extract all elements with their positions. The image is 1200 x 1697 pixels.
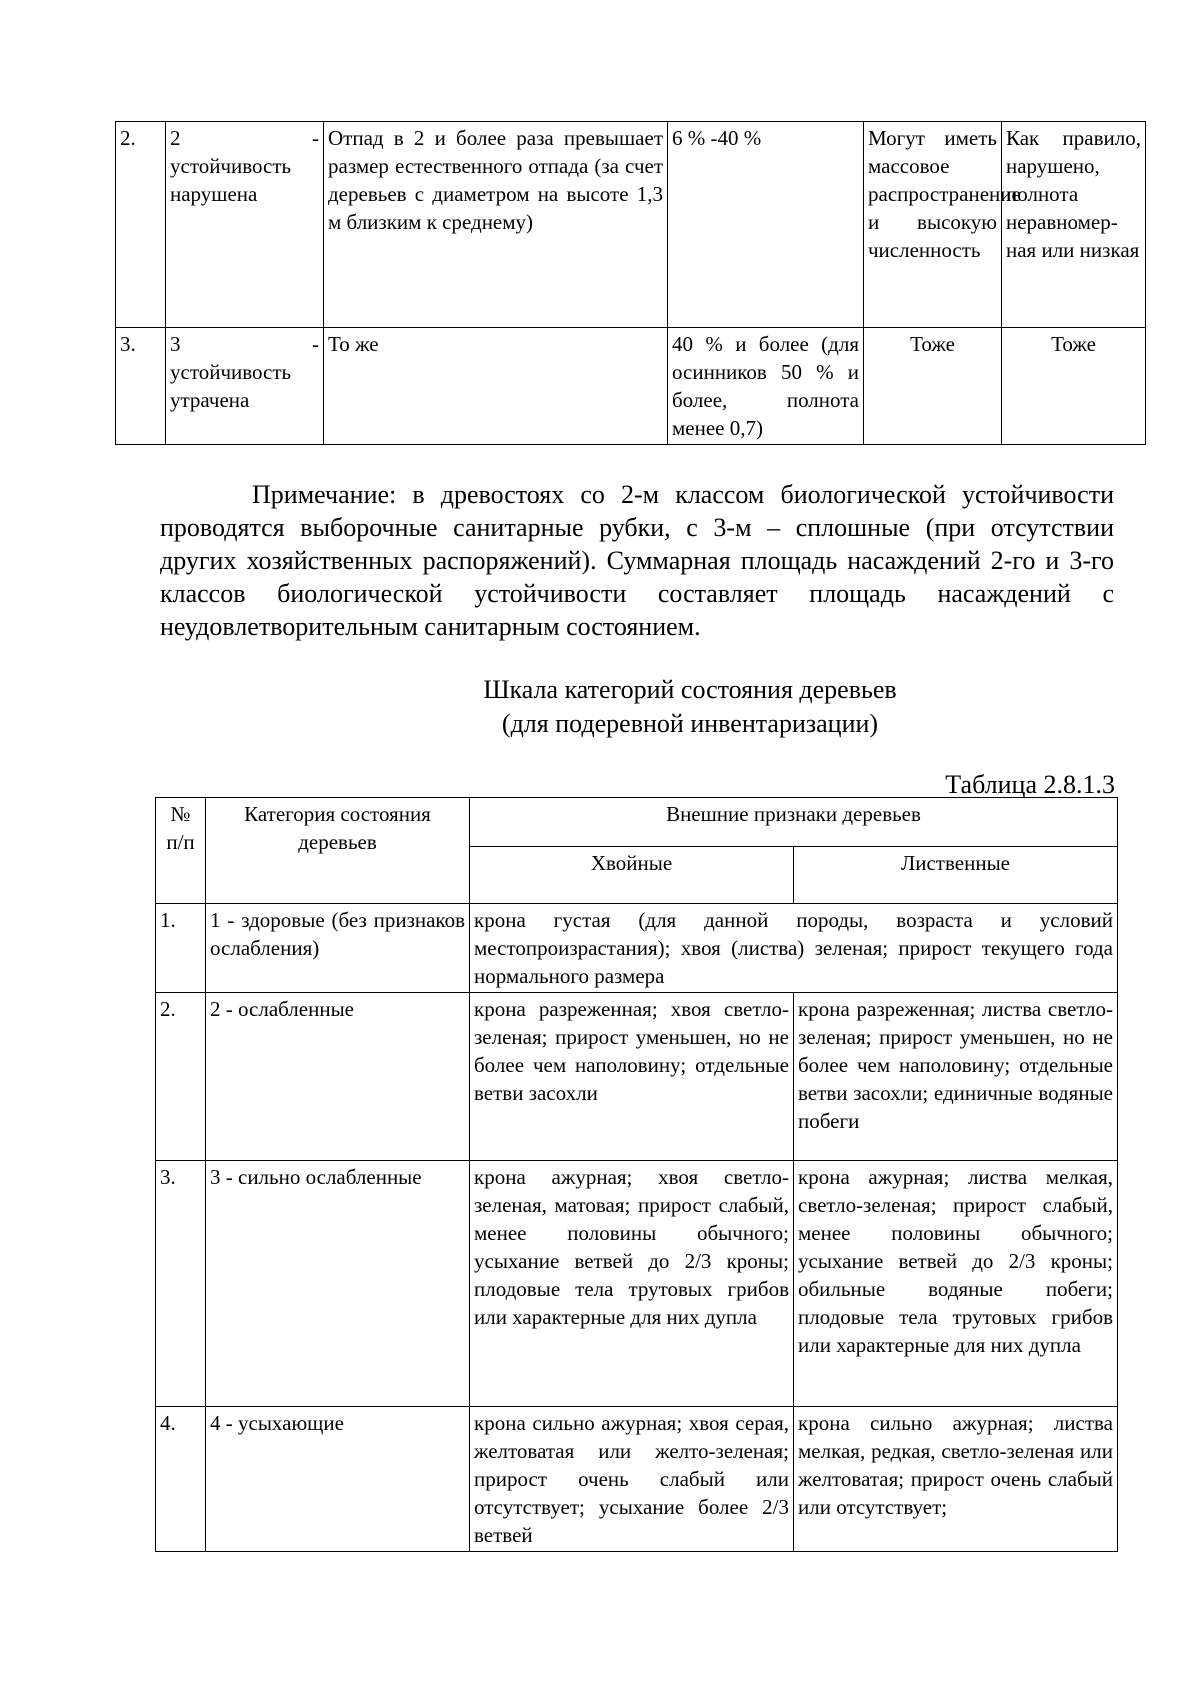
- table-row: [116, 122, 1146, 328]
- row-number: 3.: [116, 328, 166, 445]
- header-num: № п/п: [156, 798, 206, 904]
- section-title: [300, 673, 1080, 741]
- conifer-signs: крона сильно ажурная; хвоя серая, желтоватая или желто-зеленая; прирост очень слабый или отсутствует; усыхание более 2/3 ветвей: [470, 1407, 794, 1552]
- density-status: Как правило, нарушено, полнота неравномер- ная или низкая: [1002, 122, 1146, 328]
- stability-class: 3 - устойчивость утрачена: [166, 328, 324, 445]
- row-number: 2.: [156, 993, 206, 1161]
- category-cell: 1 - здоровые (без признаков ослабления): [206, 904, 470, 993]
- loss-percent: 40 % и более (для осинников 50 % и более, полнота менее 0,7): [668, 328, 864, 445]
- header-conifer: Хвойные: [470, 847, 794, 904]
- section-title-line1: Шкала категорий состояния деревьев: [483, 675, 897, 704]
- conifer-signs: крона разреженная; хвоя светло- зеленая; прирост уменьшен, но не более чем наполовину; отдельные ветви засохли: [470, 993, 794, 1161]
- density-status: Тоже: [1002, 328, 1146, 445]
- category-cell: 3 - сильно ослабленные: [206, 1161, 470, 1407]
- deciduous-signs: крона сильно ажурная; листва мелкая, редкая, светло-зеленая или желтоватая; прирост очень слабый или отсутствует;: [794, 1407, 1118, 1552]
- deciduous-signs: крона разреженная; листва светло-зеленая; прирост уменьшен, но не более чем наполовину; отдельные ветви засохли; единичные водяные побеги: [794, 993, 1118, 1161]
- tree-loss: Отпад в 2 и более раза превышает размер естественного отпада (за счет деревьев с диаметром на высоте 1,3 м близким к среднему): [324, 122, 668, 328]
- table-number: Таблица 2.8.1.3: [945, 770, 1115, 799]
- header-deciduous: Лиственные: [794, 847, 1118, 904]
- row-number: 1.: [156, 904, 206, 993]
- row-number: 2.: [116, 122, 166, 328]
- header-external: Внешние признаки деревьев: [470, 798, 1118, 847]
- loss-percent: 6 % -40 %: [668, 122, 864, 328]
- table-row: [116, 328, 1146, 445]
- table-row: [156, 904, 1118, 993]
- tree-condition-table: [155, 797, 1118, 1552]
- pests-status: Тоже: [864, 328, 1002, 445]
- row-number: 3.: [156, 1161, 206, 1407]
- row-number: 4.: [156, 1407, 206, 1552]
- header-category: Категория состояния деревьев: [206, 798, 470, 904]
- table-row: [156, 1161, 1118, 1407]
- table-row: [156, 993, 1118, 1161]
- deciduous-signs: крона ажурная; листва мелкая, светло-зеленая; прирост слабый, менее половины обычного; усыхание ветвей до 2/3 кроны; обильные водяные побеги; плодовые тела трутовых грибов или характерные для них дупла: [794, 1161, 1118, 1407]
- note-paragraph: Примечание: в древостоях со 2-м классом биологической устойчивости проводятся выборочные санитарные рубки, с 3-м – сплошные (при отсутствии других хозяйственных распоряжений). Суммарная площадь насаждений 2-го и 3-го классов биологической устойчивости составляет площадь насаждений с неудовлетворительным санитарным состоянием.: [160, 480, 1114, 641]
- stability-class: 2 - устойчивость нарушена: [166, 122, 324, 328]
- header-row: [156, 798, 1118, 847]
- section-title-line2: (для подеревной инвентаризации): [501, 709, 879, 738]
- pests-status: Могут иметь массовое распространение и высокую численность: [864, 122, 1002, 328]
- signs-merged: крона густая (для данной породы, возраста и условий местопроизрастания); хвоя (листва) зеленая; прирост текущего года нормального размера: [470, 904, 1118, 993]
- stability-table: [115, 121, 1146, 445]
- conifer-signs: крона ажурная; хвоя светло-зеленая, матовая; прирост слабый, менее половины обычного; усыхание ветвей до 2/3 кроны; плодовые тела трутовых грибов или характерные для них дупла: [470, 1161, 794, 1407]
- table-row: [156, 1407, 1118, 1552]
- tree-loss: То же: [324, 328, 668, 445]
- category-cell: 2 - ослабленные: [206, 993, 470, 1161]
- category-cell: 4 - усыхающие: [206, 1407, 470, 1552]
